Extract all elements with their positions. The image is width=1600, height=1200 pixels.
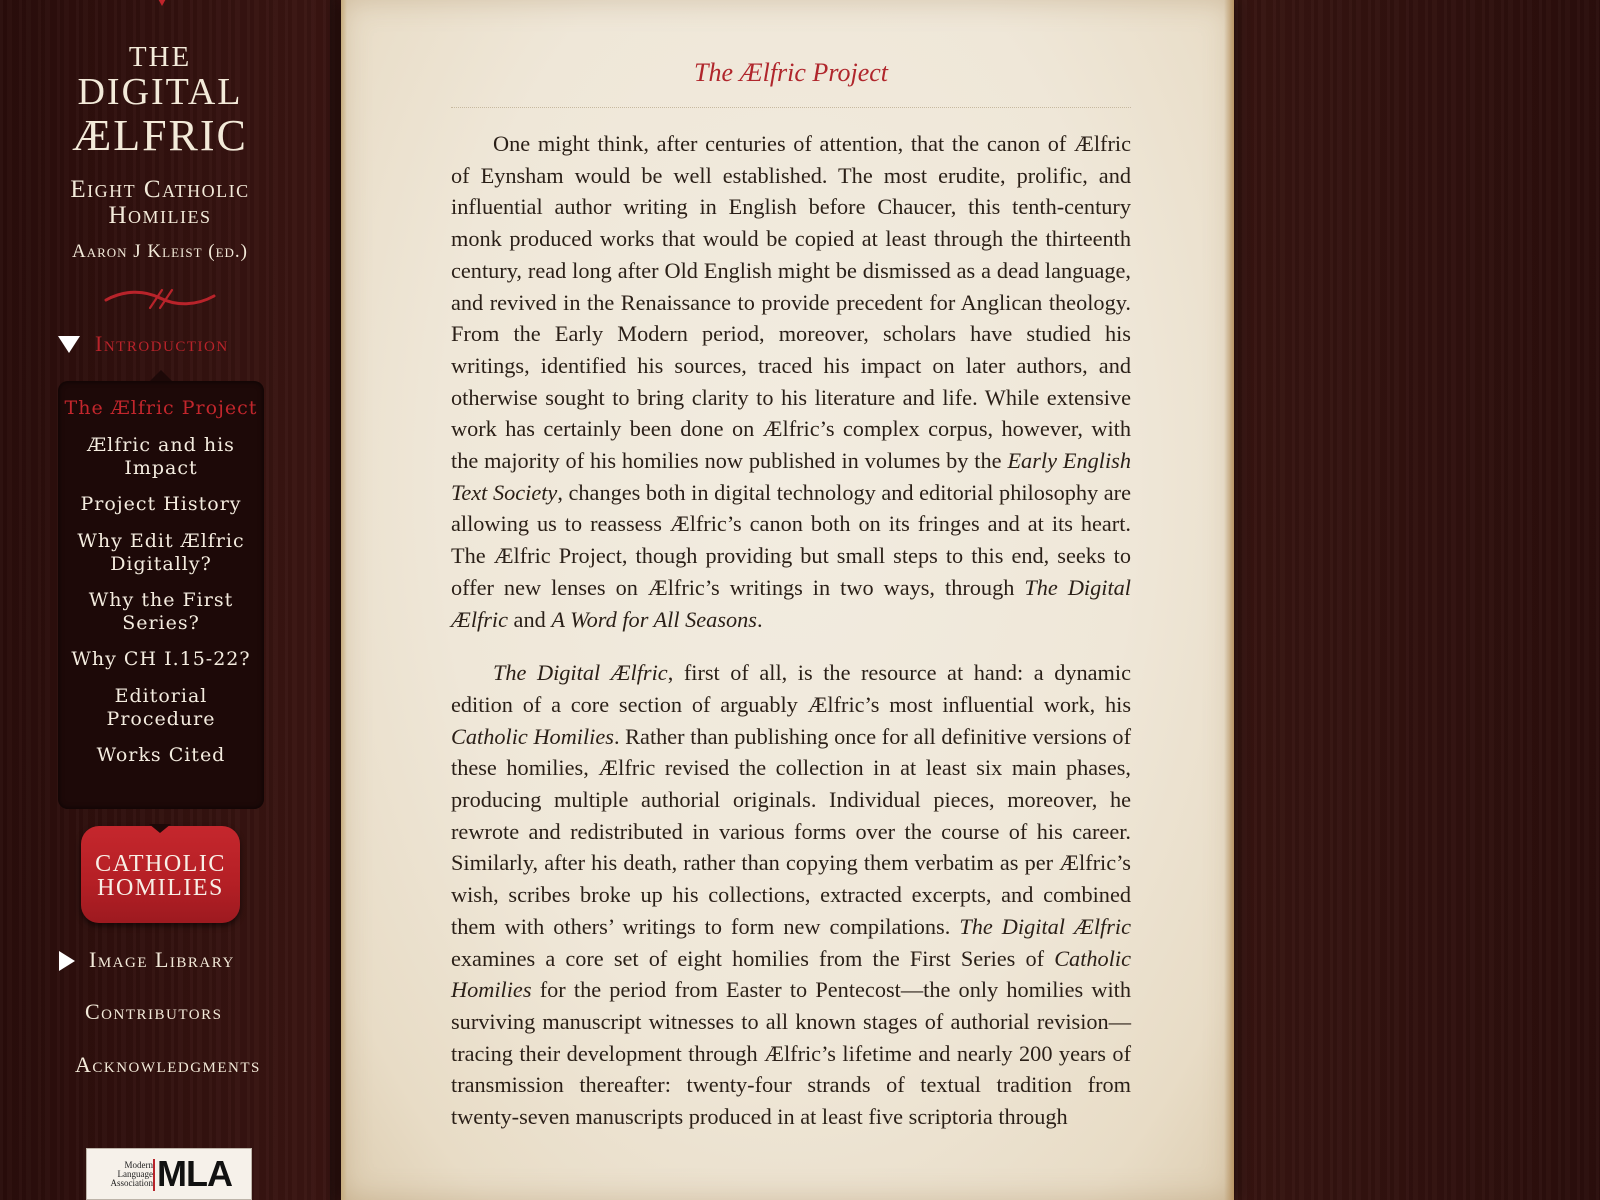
article-paragraph bbox=[451, 657, 1131, 1133]
submenu-item-why-edit-digitally[interactable]: Why Edit Ælfric Digitally? bbox=[77, 530, 245, 575]
heading-divider bbox=[451, 107, 1131, 108]
nav-image-library[interactable]: Image Library bbox=[89, 947, 235, 972]
nav-introduction-toggle[interactable] bbox=[58, 329, 308, 359]
content-panel bbox=[341, 0, 1234, 1200]
catholic-homilies-button-line2: HOMILIES bbox=[97, 875, 224, 901]
paragraph-text: , changes both in digital technology and editorial philosophy are allowing us to reassess Ælfric’s canon both on its fringes and at its heart. The Ælfric Project, though providing but small steps to this end, seeks to offer new lenses on Ælfric’s writings in two ways, through bbox=[451, 479, 1131, 600]
introduction-submenu bbox=[58, 381, 264, 809]
paragraph-text: and bbox=[507, 606, 552, 632]
mla-logo-big-text: MLA bbox=[157, 1153, 232, 1194]
article-body bbox=[451, 128, 1131, 1155]
triangle-down-icon bbox=[58, 336, 80, 353]
submenu-item-editorial-procedure[interactable]: Editorial Procedure bbox=[106, 685, 216, 730]
italic-title-text: A Word for All Seasons bbox=[551, 606, 757, 632]
page-title: The Ælfric Project bbox=[693, 58, 888, 87]
mla-logo-small-text: Modern Language Association bbox=[110, 1160, 153, 1188]
paragraph-text: examines a core set of eight homilies from the First Series of bbox=[451, 945, 1055, 971]
paragraph-text: , first of all, is the resource at hand: a dynamic edition of a core section of arguably Ælfric’s most influential work, his bbox=[451, 660, 1131, 717]
nav-introduction-label: Introduction bbox=[95, 331, 229, 356]
paragraph-text: One might think, after centuries of attention, that the canon of Ælfric of Eynsham would be well established. The most erudite, prolific, and influential author writing in English before Chaucer, this tenth-century monk produced works that would be copied at least through the thirteenth century, read long after Old English might be dismissed as a dead language, and revived in the Renaissance to provide precedent for Anglican theology. From the Early Modern period, moreover, scholars have studied his writings, identified his sources, traced his impact on later authors, and otherwise sought to bring clarity to his literature and life. While extensive work has certainly been done on Ælfric’s complex corpus, however, with the majority of his homilies now published in volumes by the bbox=[451, 131, 1131, 474]
paragraph-text: . bbox=[757, 606, 763, 632]
italic-title-text: The Digital Ælfric bbox=[451, 574, 1132, 632]
submenu-item-why-ch[interactable]: Why CH I.15-22? bbox=[71, 648, 251, 670]
italic-title-text: Catholic Homilies bbox=[451, 945, 1131, 1003]
triangle-right-icon[interactable] bbox=[59, 951, 75, 971]
site-title-line2: DIGITAL bbox=[77, 71, 243, 113]
site-title-line3: ÆLFRIC bbox=[72, 111, 248, 160]
catholic-homilies-button[interactable] bbox=[81, 826, 240, 923]
top-ornament-icon bbox=[149, 0, 175, 8]
site-subtitle: Eight Catholic Homilies bbox=[70, 176, 250, 229]
paragraph-text: for the period from Easter to Pentecost—the only homilies with surviving manuscript witnesses to all known stages of authorial revision—tracing their development through Ælfric’s lifetime and nearly 200 years of transmission thereafter: twenty-four strands of textual tradition from twenty-seven manuscripts produced in at least five scriptoria through bbox=[451, 977, 1131, 1130]
article-paragraph bbox=[451, 128, 1131, 635]
italic-title-text: The Digital Ælfric bbox=[493, 660, 668, 686]
sidebar bbox=[0, 0, 330, 1200]
flourish-divider-icon bbox=[104, 286, 216, 312]
submenu-item-aelfric-project[interactable]: The Ælfric Project bbox=[64, 397, 258, 419]
paragraph-text: . Rather than publishing once for all definitive versions of these homilies, Ælfric revised the collection in at least six main phases, producing multiple authorial originals. Individual pieces, moreover, he rewrote and redistributed in various forms over the course of his career. Similarly, after his death, rather than copying them verbatim as per Ælfric’s wish, scribes broke up his collections, extracted excerpts, and combined them with others’ writings to form new compilations. bbox=[451, 723, 1131, 939]
site-title-line1: THE bbox=[128, 41, 192, 73]
catholic-homilies-button-line1: CATHOLIC bbox=[95, 851, 226, 877]
submenu-item-project-history[interactable]: Project History bbox=[80, 493, 242, 515]
submenu-item-works-cited[interactable]: Works Cited bbox=[96, 744, 226, 766]
mla-logo[interactable] bbox=[86, 1148, 252, 1200]
italic-title-text: Catholic Homilies bbox=[451, 723, 614, 749]
submenu-item-aelfric-impact[interactable]: Ælfric and his Impact bbox=[87, 434, 235, 479]
italic-title-text: Early English Text Society bbox=[451, 448, 1131, 505]
site-title[interactable] bbox=[40, 42, 280, 160]
mla-logo-bar bbox=[153, 1159, 155, 1191]
site-editor: Aaron J Kleist (ed.) bbox=[71, 241, 249, 262]
italic-title-text: The Digital Ælfric bbox=[959, 913, 1131, 939]
submenu-item-why-first-series[interactable]: Why the First Series? bbox=[88, 589, 234, 634]
nav-acknowledgments[interactable]: Acknowledgments bbox=[75, 1052, 261, 1077]
nav-contributors[interactable]: Contributors bbox=[85, 999, 223, 1024]
